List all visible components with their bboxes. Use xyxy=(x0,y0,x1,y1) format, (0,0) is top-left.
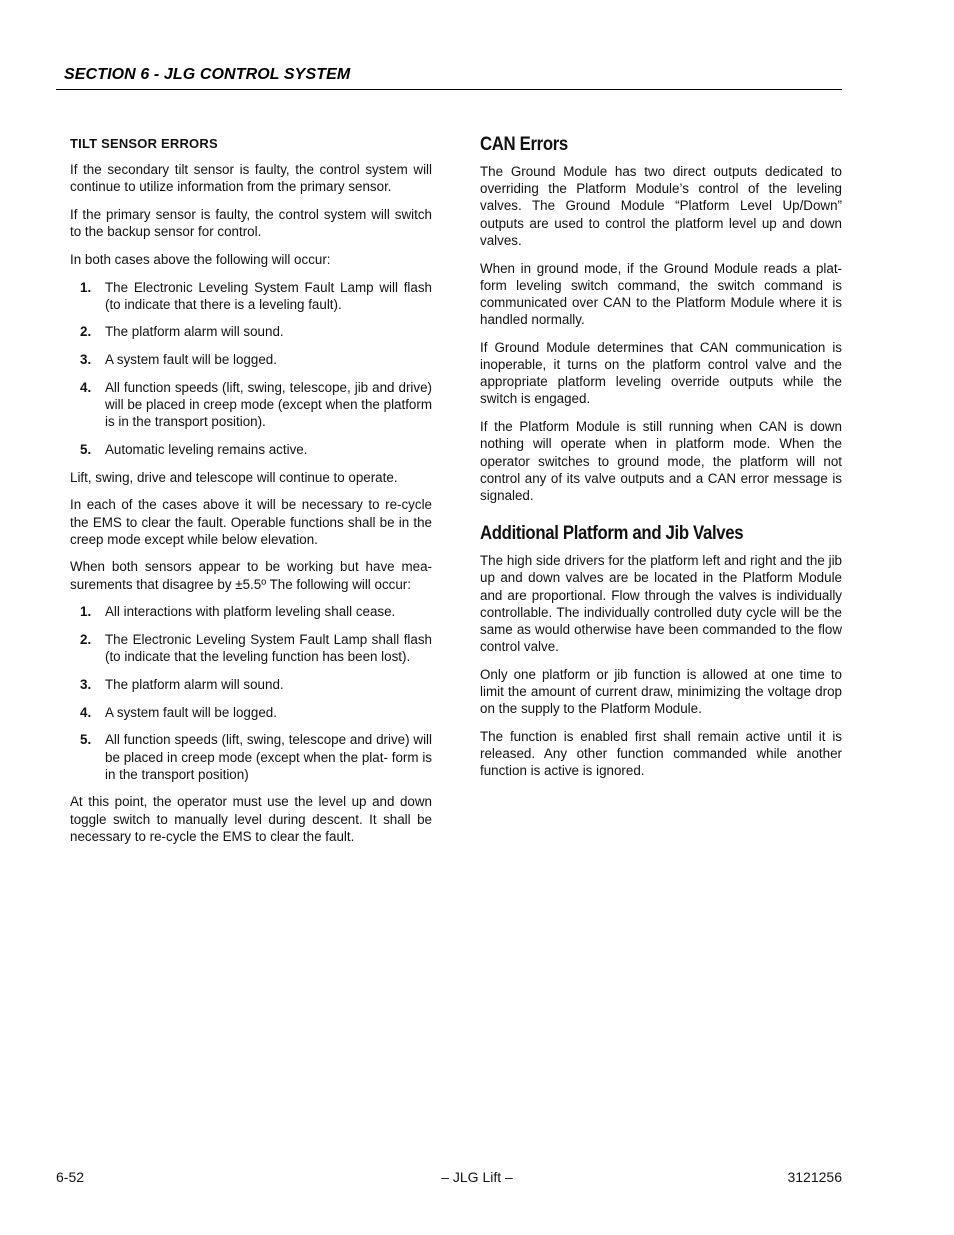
list-text: All function speeds (lift, swing, telescope and drive) will be placed in creep mode (except when the plat- form is in the transport position) xyxy=(105,732,432,782)
paragraph: When both sensors appear to be working but have mea- surements that disagree by ±5.5º The following will occur: xyxy=(70,559,432,592)
list-item xyxy=(70,351,432,368)
paragraph: If the primary sensor is faulty, the control system will switch to the backup sensor for control. xyxy=(70,206,432,240)
list-item xyxy=(70,704,432,721)
numbered-list-2 xyxy=(70,603,432,783)
list-item xyxy=(70,631,432,665)
paragraph: The high side drivers for the platform left and right and the jib up and down valves are be located in the Platform Module and are proportional. Flow through the valves is individually controllable. The individually controlled duty cycle will be the same as would otherwise have been commanded to the flow control valve. xyxy=(480,553,842,655)
list-text: All function speeds (lift, swing, telescope, jib and drive) will be placed in creep mode (except when the platform is in the transport position). xyxy=(105,379,432,430)
list-text: A system fault will be logged. xyxy=(105,352,277,368)
list-item xyxy=(70,279,432,313)
paragraph: At this point, the operator must use the level up and down toggle switch to manually level during descent. It shall be necessary to re-cycle the EMS to clear the fault. xyxy=(70,794,432,844)
paragraph: If the Platform Module is still running when CAN is down nothing will operate when in platform mode. When the operator switches to ground mode, the platform will not control any of its valve outputs and a CAN error message is signaled. xyxy=(480,419,842,503)
page-number: 6-52 xyxy=(56,1169,85,1185)
tilt-sensor-errors-heading: TILT SENSOR ERRORS xyxy=(70,136,218,151)
list-text: The platform alarm will sound. xyxy=(105,324,284,340)
jib-valves-heading: Additional Platform and Jib Valves xyxy=(480,522,744,545)
list-item xyxy=(70,676,432,693)
list-number: 2. xyxy=(80,632,92,648)
list-item xyxy=(70,323,432,340)
list-text: All interactions with platform leveling shall cease. xyxy=(105,604,396,620)
paragraph: The Ground Module has two direct outputs dedicated to overriding the Platform Module’s control of the leveling valves. The Ground Module “Platform Level Up/Down” outputs are used to control the platform level up and down valves. xyxy=(480,164,842,248)
list-text: A system fault will be logged. xyxy=(105,704,277,720)
paragraph: In each of the cases above it will be necessary to re-cycle the EMS to clear the fault. Operable functions shall be in the creep mode except while below elevation. xyxy=(70,497,432,547)
footer-center-text: – JLG Lift – xyxy=(441,1169,513,1185)
right-column xyxy=(480,132,842,790)
list-number: 4. xyxy=(80,704,92,720)
list-number: 3. xyxy=(80,676,92,692)
list-text: The platform alarm will sound. xyxy=(105,676,284,692)
numbered-list-1 xyxy=(70,279,432,459)
paragraph: Only one platform or jib function is allowed at one time to limit the amount of current draw, minimizing the voltage drop on the supply to the Platform Module. xyxy=(480,666,842,717)
list-item xyxy=(70,603,432,620)
list-text: Automatic leveling remains active. xyxy=(105,441,308,457)
list-number: 4. xyxy=(80,379,92,395)
can-errors-heading: CAN Errors xyxy=(480,133,568,155)
list-number: 2. xyxy=(80,324,92,340)
paragraph: In both cases above the following will occur: xyxy=(70,251,331,267)
list-number: 5. xyxy=(80,441,92,457)
list-number: 1. xyxy=(80,279,92,295)
paragraph: If the secondary tilt sensor is faulty, the control system will continue to utilize information from the primary sensor. xyxy=(70,162,432,195)
list-number: 3. xyxy=(80,352,92,368)
document-number: 3121256 xyxy=(787,1169,842,1185)
list-item xyxy=(70,731,432,783)
section-title: SECTION 6 - JLG CONTROL SYSTEM xyxy=(64,66,351,83)
list-item xyxy=(70,379,432,431)
list-text: The Electronic Leveling System Fault Lamp shall flash (to indicate that the leveling function has been lost). xyxy=(105,632,432,665)
list-number: 1. xyxy=(80,604,92,620)
header-divider xyxy=(56,89,842,90)
paragraph: If Ground Module determines that CAN communication is inoperable, it turns on the platform control valve and the appropriate platform leveling override outputs while the switch is engaged. xyxy=(480,339,842,407)
list-number: 5. xyxy=(80,732,92,748)
list-text: The Electronic Leveling System Fault Lamp will flash (to indicate that there is a leveling fault). xyxy=(105,279,432,312)
paragraph: Lift, swing, drive and telescope will continue to operate. xyxy=(70,469,398,485)
paragraph: When in ground mode, if the Ground Module reads a plat- form leveling switch command, the switch command is communicated over CAN to the Platform Module where it is handled normally. xyxy=(480,260,842,328)
list-item xyxy=(70,441,432,458)
left-column xyxy=(70,132,432,856)
paragraph: The function is enabled first shall remain active until it is released. Any other function commanded while another function is active is ignored. xyxy=(480,728,842,779)
